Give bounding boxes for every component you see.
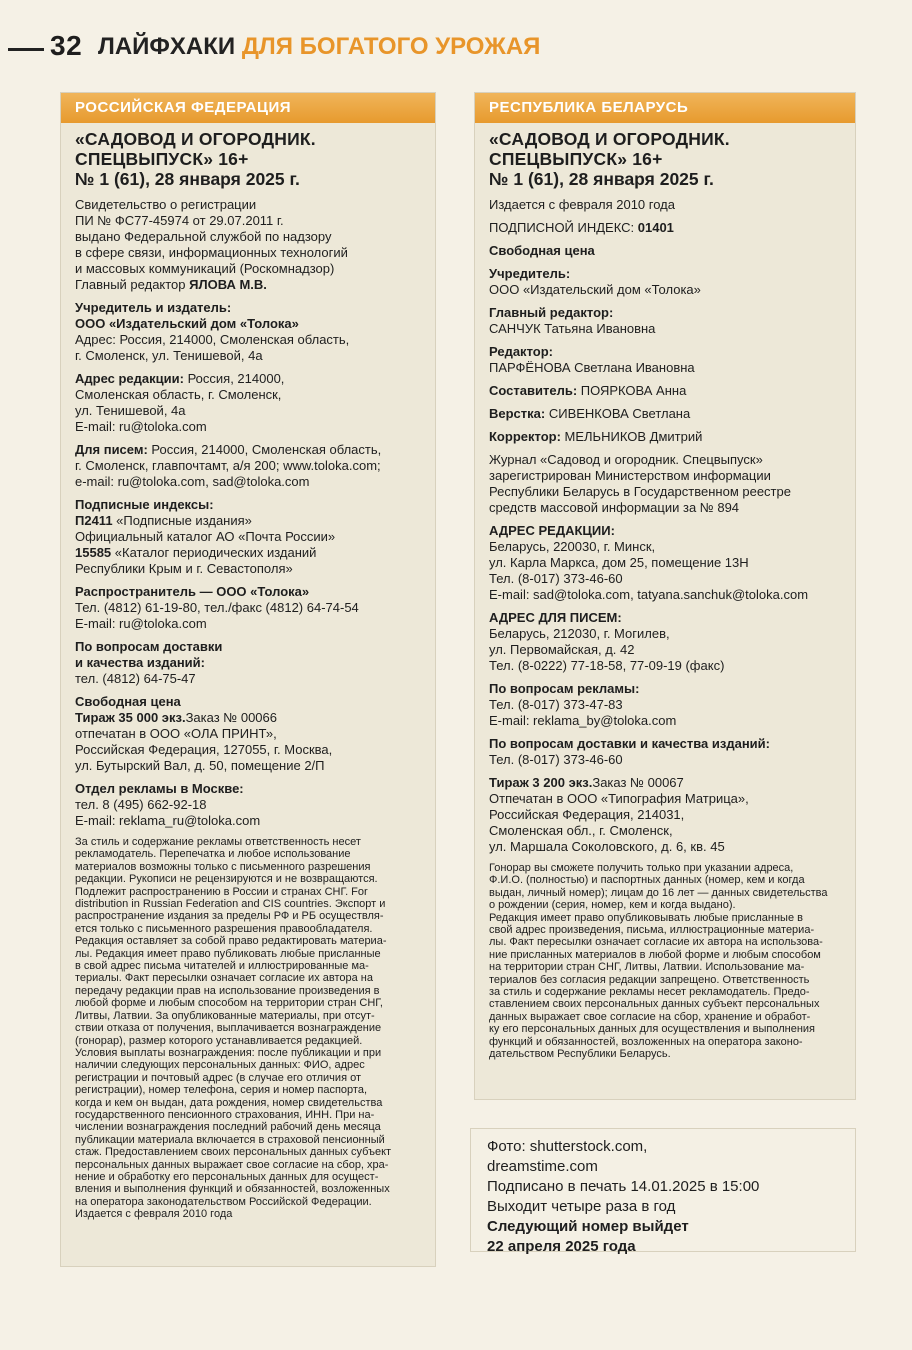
next-issue-date: 22 апреля 2025 года (487, 1238, 636, 1255)
frequency: Выходит четыре раза в год (487, 1198, 676, 1215)
delivery-block: По вопросам доставки и качества изданий: тел. (4812) 64-75-47 (75, 639, 223, 686)
compiler-line: Составитель: ПОЯРКОВА Анна (489, 383, 687, 398)
page-header (0, 30, 912, 66)
imprint-belarus-band-label: РЕСПУБЛИКА БЕЛАРУСЬ (489, 99, 689, 116)
imprint-russia-content (75, 129, 425, 1224)
subscription-index: ПОДПИСНОЙ ИНДЕКС: 01401 (489, 220, 674, 235)
imprint-belarus-band (475, 93, 855, 123)
signed-to-print: Подписано в печать 14.01.2025 в 15:00 (487, 1178, 760, 1195)
registration-info: Свидетельство о регистрации ПИ № ФС77-45974 от 29.07.2011 г. выдано Федеральной службой по надзору в сфере связи, информационных технологий и массовых коммуникаций (Роскомнадзор) Главный редактор ЯЛОВА М.В. (75, 197, 348, 292)
published-since: Издается с февраля 2010 года (489, 197, 675, 212)
editorial-address: Адрес редакции: Россия, 214000, Смоленская область, г. Смоленск, ул. Тенишевой, 4а E-mail: ru@toloka.com (75, 371, 285, 434)
issue-number: № 1 (61), 28 января 2025 г. (75, 169, 300, 189)
founder-block: Учредитель и издатель: ООО «Издательский дом «Толока» Адрес: Россия, 214000, Смоленская область, г. Смоленск, ул. Тенишевой, 4а (75, 300, 350, 363)
legal-fine-print: Гонорар вы сможете получить только при указании адреса, Ф.И.О. (полностью) и паспортных данных (номер, кем и когда выдан, личный номер); лицам до 16 лет — данных свидетельства о рождении (серия, номер, кем и когда выдано). Редакция имеет право опубликовывать любые присланные в свой адрес произведения, письма, иллюстрационные материа- лы. Факт пересылки означает согласие их автора на использова- ние присланных материалов в любой форме и любым способом на территории стран СНГ, Литвы, Латвии. Использование ма- териалов без согласия редакции запрещено. Ответственность за стиль и содержание рекламы несет рекламодатель. Предо- ставлением своих персональных данных субъект персональных данных выражает свое согласие на сбор, хранение и обработ- ку его персональных данных для осуществления и выполнения функций и обязанностей, возложенных на оператора законо- дательством Республики Беларусь. (489, 862, 828, 1061)
imprint-russia-band (61, 93, 435, 123)
price-label: Свободная цена (489, 243, 595, 258)
delivery-block: По вопросам доставки и качества изданий: Тел. (8-017) 373-46-60 (489, 736, 770, 767)
letters-address: АДРЕС ДЛЯ ПИСЕМ: Беларусь, 212030, г. Могилев, ул. Первомайская, д. 42 Тел. (8-0222) 77-18-58, 77-09-19 (факс) (489, 610, 725, 673)
distributor-block: Распространитель — ООО «Толока» Тел. (4812) 61-19-80, тел./факс (4812) 64-74-54 E-mail: ru@toloka.com (75, 584, 359, 631)
magazine-title: «САДОВОД И ОГОРОДНИК. СПЕЦВЫПУСК» 16+ (489, 129, 730, 169)
imprint-russia-band-label: РОССИЙСКАЯ ФЕДЕРАЦИЯ (75, 99, 292, 116)
ads-block: По вопросам рекламы: Тел. (8-017) 373-47-83 E-mail: reklama_by@toloka.com (489, 681, 677, 728)
editor-block: Редактор: ПАРФЁНОВА Светлана Ивановна (489, 344, 695, 375)
ads-moscow-block: Отдел рекламы в Москве: тел. 8 (495) 662-92-18 E-mail: reklama_ru@toloka.com (75, 781, 261, 828)
letters-address: Для писем: Россия, 214000, Смоленская область, г. Смоленск, главпочтамт, а/я 200; www.toloka.com; e-mail: ru@toloka.com, sad@toloka.com (75, 442, 382, 489)
subscription-indexes: Подписные индексы: П2411 «Подписные издания» Официальный каталог АО «Почта России» 15585 «Каталог периодических изданий Республики Крым и г. Севастополя» (75, 497, 336, 576)
section-title (98, 33, 540, 61)
credits-box (470, 1128, 856, 1255)
published-since: Издается с февраля 2010 года (75, 1208, 233, 1221)
section-title-accent: ДЛЯ БОГАТОГО УРОЖАЯ (241, 33, 541, 60)
layout-line: Верстка: СИВЕНКОВА Светлана (489, 406, 691, 421)
imprint-belarus-content (489, 129, 845, 1064)
editorial-address: АДРЕС РЕДАКЦИИ: Беларусь, 220030, г. Минск, ул. Карла Маркса, дом 25, помещение 13Н Тел. (8-017) 373-46-60 E-mail: sad@toloka.com, tatyana.sanchuk@toloka.com (489, 523, 809, 602)
print-block: Свободная цена Тираж 35 000 экз.Заказ № 00066 отпечатан в ООО «ОЛА ПРИНТ», Российская Федерация, 127055, г. Москва, ул. Бутырский Вал, д. 50, помещение 2/П (75, 694, 333, 773)
chief-editor-block: Главный редактор: САНЧУК Татьяна Ивановна (489, 305, 656, 336)
founder-block: Учредитель: ООО «Издательский дом «Толока» (489, 266, 701, 297)
photo-credit: Фото: shutterstock.com, (487, 1138, 648, 1155)
imprint-russia-panel (60, 92, 436, 1267)
imprint-belarus-panel (474, 92, 856, 1100)
issue-number: № 1 (61), 28 января 2025 г. (489, 169, 714, 189)
magazine-title: «САДОВОД И ОГОРОДНИК. СПЕЦВЫПУСК» 16+ (75, 129, 316, 169)
print-block: Тираж 3 200 экз.Заказ № 00067 Отпечатан в ООО «Типография Матрица», Российская Федерация, 214031, Смоленская обл., г. Смоленск, ул. Маршала Соколовского, д. 6, кв. 45 (489, 775, 749, 854)
chief-editor-name: ЯЛОВА М.В. (189, 277, 267, 292)
proofreader-line: Корректор: МЕЛЬНИКОВ Дмитрий (489, 429, 703, 444)
next-issue: Следующий номер выйдет (487, 1218, 689, 1235)
page-number: 32 (50, 30, 83, 61)
registration-info: Журнал «Садовод и огородник. Спецвыпуск» зарегистрирован Министерством информации Республики Беларусь в Государственном реестре средств массовой информации за № 894 (489, 452, 791, 515)
header-rule (8, 48, 44, 51)
photo-credit-cont: dreamstime.com (487, 1158, 598, 1175)
legal-fine-print: За стиль и содержание рекламы ответственность несет рекламодатель. Перепечатка и любое использование материалов возможны только с письменного разрешения редакции. Рукописи не рецензируются и не возвращаются. Подлежит распространению в России и странах СНГ. For distribution in Russian Federation and CIS countries. Экспорт и распространение издания за пределы РФ и РБ осуществля- ется только с письменного разрешения правообладателя. Редакция оставляет за собой право редактировать материа- лы. Редакция имеет право публиковать любые присланные в свой адрес письма читателей и иллюстрированные ма- териалы. Факт пересылки означает согласие их автора на передачу редакции прав на использование произведения в любой форме и любым способом на территории стран СНГ, Литвы, Латвии. За опубликованные материалы, при отсут- ствии отказа от получения, выплачивается вознаграждение (гонорар), размер которого устанавливается редакцией. Условия выплаты вознаграждения: после публикации и при наличии следующих персональных данных: ФИО, адрес регистрации и почтовый адрес (в случае его отличия от регистрации), номер телефона, серия и номер паспорта, когда и кем он выдан, дата рождения, номер свидетельства государственного пенсионного страхования, ИНН. При на- числении вознаграждения последний рабочий день месяца публикации материала включается в страховой пенсионный стаж. Предоставлением своих персональных данных субъект персональных данных выражает свое согласие на сбор, хра- нение и обработку его персональных данных для осущест- вления и выполнения функций и обязанностей, возложенных на оператора законодательством Российской Федерации. Издается с февраля 2010 года (75, 836, 425, 1221)
section-title-dark: ЛАЙФХАКИ (98, 33, 236, 60)
